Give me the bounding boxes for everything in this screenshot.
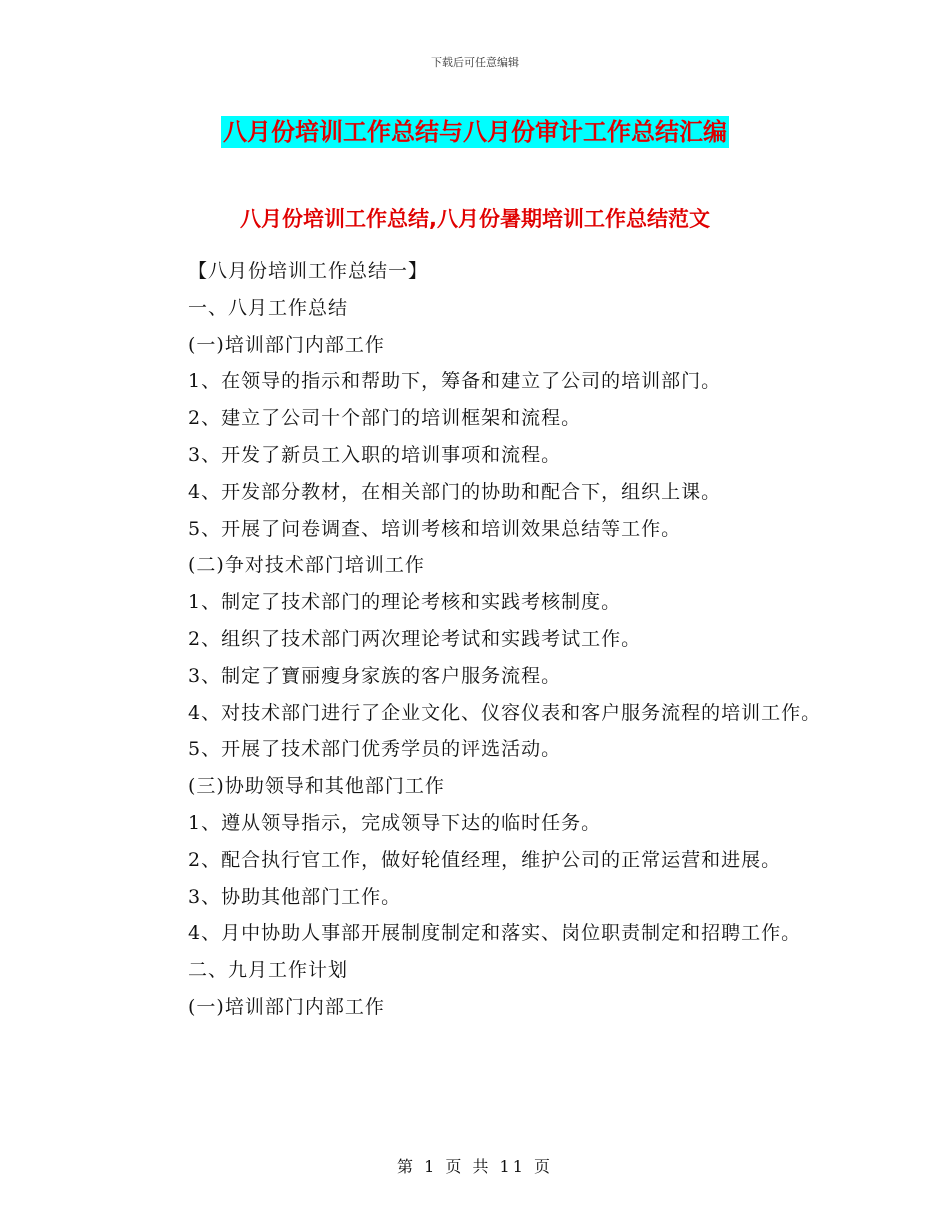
body-text (142, 253, 822, 1026)
paragraph: 1、在领导的指示和帮助下，筹备和建立了公司的培训部门。 (188, 370, 722, 393)
paragraph: 5、开展了问卷调查、培训考核和培训效果总结等工作。 (188, 517, 682, 540)
paragraph: 2、配合执行官工作，做好轮值经理，维护公司的正常运营和进展。 (188, 848, 782, 871)
paragraph: (一)培训部门内部工作 (188, 333, 385, 356)
paragraph: 3、开发了新员工入职的培训事项和流程。 (188, 443, 562, 466)
paragraph: 【八月份培训工作总结一】 (188, 260, 429, 282)
paragraph: 二、九月工作计划 (188, 959, 349, 982)
main-title-text: 八月份培训工作总结与八月份审计工作总结汇编 (223, 118, 727, 146)
paragraph: 1、遵从领导指示，完成领导下达的临时任务。 (188, 811, 602, 834)
paragraph: 3、制定了寶丽瘦身家族的客户服务流程。 (188, 664, 562, 687)
paragraph: 4、开发部分教材，在相关部门的协助和配合下，组织上课。 (188, 480, 722, 503)
paragraph: 4、对技术部门进行了企业文化、仪容仪表和客户服务流程的培训工作。 (188, 701, 822, 724)
paragraph: 5、开展了技术部门优秀学员的评选活动。 (188, 738, 562, 761)
paragraph: 2、组织了技术部门两次理论考试和实践考试工作。 (188, 627, 642, 650)
paragraph: 3、协助其他部门工作。 (188, 885, 402, 908)
paragraph: 4、月中协助人事部开展制度制定和落实、岗位职责制定和招聘工作。 (188, 922, 802, 945)
paragraph: (三)协助领导和其他部门工作 (188, 775, 445, 798)
paragraph: (一)培训部门内部工作 (188, 995, 385, 1018)
paragraph: 1、制定了技术部门的理论考核和实践考核制度。 (188, 591, 622, 614)
page-footer: 第 1 页 共 11 页 (397, 1157, 553, 1176)
paragraph: 2、建立了公司十个部门的培训框架和流程。 (188, 407, 582, 430)
paragraph: 一、八月工作总结 (188, 296, 349, 319)
main-title (0, 112, 950, 147)
paragraph: (二)争对技术部门培训工作 (188, 554, 425, 577)
sub-title: 八月份培训工作总结,八月份暑期培训工作总结范文 (240, 207, 710, 231)
header-note: 下载后可任意编辑 (431, 56, 519, 69)
